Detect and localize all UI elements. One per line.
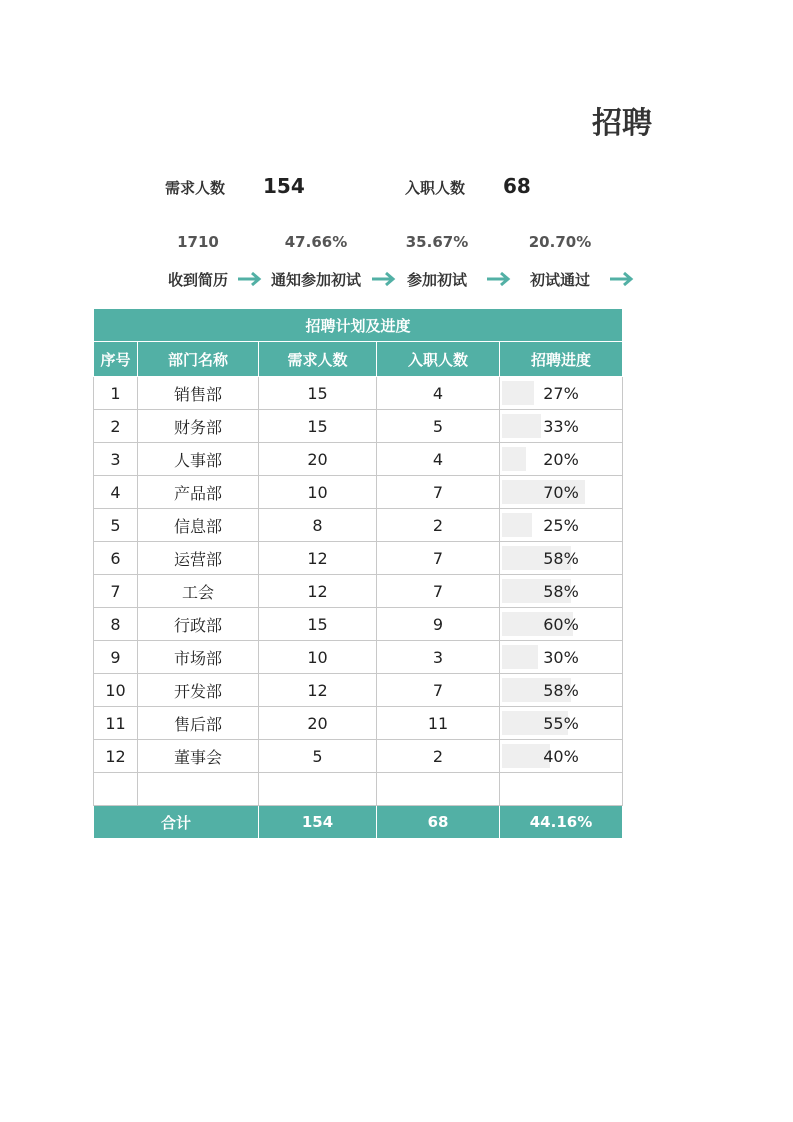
progress-text: 20% — [543, 449, 579, 469]
table-row — [94, 740, 623, 773]
progress-bar — [502, 645, 538, 669]
progress-bar — [502, 381, 534, 405]
table-row — [94, 674, 623, 707]
row-number: 11 — [94, 707, 138, 740]
department-name: 行政部 — [138, 608, 259, 641]
funnel-number: 47.66% — [284, 233, 348, 251]
progress-cell — [500, 707, 623, 740]
row-number: 9 — [94, 641, 138, 674]
total-demand: 154 — [259, 806, 377, 839]
demand-count: 12 — [259, 674, 377, 707]
hired-count: 11 — [377, 707, 500, 740]
demand-count: 8 — [259, 509, 377, 542]
progress-bar — [502, 513, 532, 537]
department-name: 销售部 — [138, 377, 259, 410]
demand-count: 15 — [259, 608, 377, 641]
table-row — [94, 443, 623, 476]
department-name: 董事会 — [138, 740, 259, 773]
progress-text: 30% — [543, 647, 579, 667]
arrow-right-icon — [486, 271, 512, 287]
department-name: 开发部 — [138, 674, 259, 707]
table-caption: 招聘计划及进度 — [94, 309, 623, 342]
hired-count: 9 — [377, 608, 500, 641]
row-number: 10 — [94, 674, 138, 707]
progress-cell — [500, 377, 623, 410]
funnel-stage: 初试通过 — [529, 271, 590, 289]
hired-value: 68 — [503, 174, 531, 198]
funnel-stage: 通知参加初试 — [270, 271, 361, 289]
demand-count: 12 — [259, 542, 377, 575]
column-header: 部门名称 — [138, 342, 259, 377]
row-number: 7 — [94, 575, 138, 608]
progress-bar — [502, 414, 541, 438]
total-hired: 68 — [377, 806, 500, 839]
progress-cell — [500, 608, 623, 641]
row-number: 12 — [94, 740, 138, 773]
column-header: 序号 — [94, 342, 138, 377]
total-progress: 44.16% — [500, 806, 623, 839]
page-title: 招聘 — [592, 106, 652, 141]
hired-count: 7 — [377, 476, 500, 509]
demand-count: 5 — [259, 740, 377, 773]
department-name: 信息部 — [138, 509, 259, 542]
progress-text: 40% — [543, 746, 579, 766]
hired-count: 5 — [377, 410, 500, 443]
table-row — [94, 377, 623, 410]
department-name: 工会 — [138, 575, 259, 608]
table-row — [94, 476, 623, 509]
total-row — [94, 806, 623, 839]
progress-text: 58% — [543, 548, 579, 568]
progress-cell — [500, 542, 623, 575]
column-header: 入职人数 — [377, 342, 500, 377]
hired-count: 7 — [377, 674, 500, 707]
table-row — [94, 608, 623, 641]
demand-count: 15 — [259, 410, 377, 443]
row-number: 3 — [94, 443, 138, 476]
funnel-number: 35.67% — [405, 233, 469, 251]
progress-cell — [500, 740, 623, 773]
row-number: 2 — [94, 410, 138, 443]
arrow-right-icon — [609, 271, 622, 287]
hired-count: 7 — [377, 575, 500, 608]
demand-count: 12 — [259, 575, 377, 608]
progress-cell — [500, 674, 623, 707]
progress-cell — [500, 410, 623, 443]
total-label: 合计 — [94, 806, 259, 839]
row-number: 4 — [94, 476, 138, 509]
hired-count: 7 — [377, 542, 500, 575]
demand-label: 需求人数 — [165, 179, 226, 197]
progress-text: 58% — [543, 680, 579, 700]
table-row — [94, 641, 623, 674]
progress-text: 55% — [543, 713, 579, 733]
hired-count: 4 — [377, 377, 500, 410]
demand-count: 20 — [259, 443, 377, 476]
arrow-right-icon — [237, 271, 263, 287]
row-number: 6 — [94, 542, 138, 575]
table-row — [94, 707, 623, 740]
table-row — [94, 542, 623, 575]
column-header: 招聘进度 — [500, 342, 623, 377]
department-name: 市场部 — [138, 641, 259, 674]
progress-cell — [500, 443, 623, 476]
empty-row — [94, 773, 623, 806]
department-name: 产品部 — [138, 476, 259, 509]
progress-text: 25% — [543, 515, 579, 535]
hired-count: 4 — [377, 443, 500, 476]
progress-text: 58% — [543, 581, 579, 601]
hired-label: 入职人数 — [405, 179, 466, 197]
hired-count: 3 — [377, 641, 500, 674]
hired-count: 2 — [377, 509, 500, 542]
column-header: 需求人数 — [259, 342, 377, 377]
table-row — [94, 575, 623, 608]
progress-text: 70% — [543, 482, 579, 502]
department-name: 人事部 — [138, 443, 259, 476]
progress-cell — [500, 476, 623, 509]
progress-cell — [500, 575, 623, 608]
row-number: 8 — [94, 608, 138, 641]
funnel-number: 20.70% — [528, 233, 592, 251]
progress-text: 33% — [543, 416, 579, 436]
funnel-stage: 参加初试 — [406, 271, 467, 289]
progress-text: 60% — [543, 614, 579, 634]
progress-text: 27% — [543, 383, 579, 403]
progress-bar — [502, 447, 526, 471]
department-name: 售后部 — [138, 707, 259, 740]
row-number: 1 — [94, 377, 138, 410]
demand-count: 20 — [259, 707, 377, 740]
demand-count: 10 — [259, 476, 377, 509]
recruitment-table — [93, 308, 623, 839]
row-number: 5 — [94, 509, 138, 542]
department-name: 财务部 — [138, 410, 259, 443]
table-row — [94, 509, 623, 542]
funnel-stage: 收到简历 — [167, 271, 228, 289]
hired-count: 2 — [377, 740, 500, 773]
department-name: 运营部 — [138, 542, 259, 575]
progress-cell — [500, 641, 623, 674]
demand-count: 10 — [259, 641, 377, 674]
table-row — [94, 410, 623, 443]
demand-count: 15 — [259, 377, 377, 410]
funnel-number: 1710 — [177, 233, 219, 251]
progress-cell — [500, 509, 623, 542]
demand-value: 154 — [263, 174, 305, 198]
